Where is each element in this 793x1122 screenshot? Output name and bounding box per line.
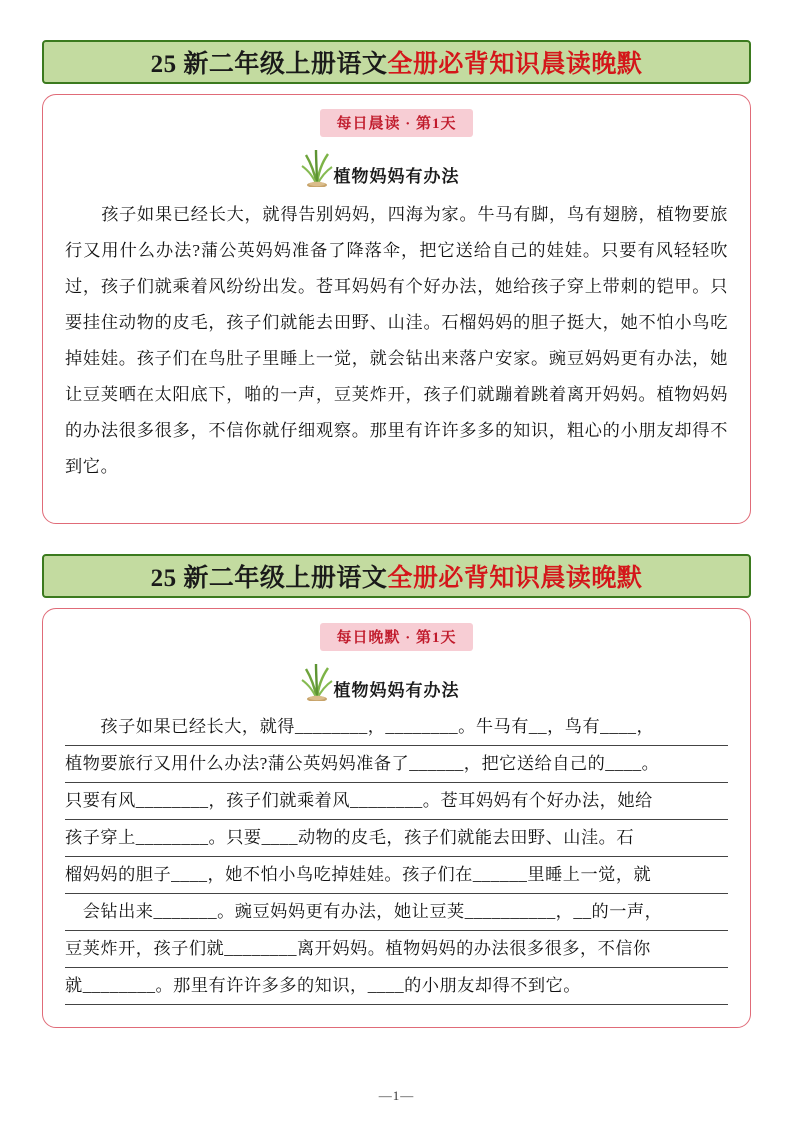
cloze-line: 孩子如果已经长大，就得________，________。牛马有__，鸟有____， xyxy=(65,709,728,746)
day-label-wrap-morning xyxy=(65,109,728,137)
passage-body-morning: 孩子如果已经长大，就得告别妈妈，四海为家。牛马有脚，鸟有翅膀，植物要旅行又用什么办法?蒲公英妈妈准备了降落伞，把它送给自己的娃娃。只要有风轻轻吹过，孩子们就乘着风纷纷出发。苍耳妈妈有个好办法，她给孩子穿上带刺的铠甲。只要挂住动物的皮毛，孩子们就能去田野、山洼。石榴妈妈的胆子挺大，她不怕小鸟吃掉娃娃。孩子们在鸟肚子里睡上一觉，就会钻出来落户安家。豌豆妈妈更有办法，她让豆荚晒在太阳底下，啪的一声，豆荚炸开，孩子们就蹦着跳着离开妈妈。植物妈妈的办法很多很多，不信你就仔细观察。那里有许许多多的知识，粗心的小朋友却得不到它。 xyxy=(65,205,728,476)
banner-evening-text-black: 25 新二年级上册语文 xyxy=(150,565,388,592)
card-evening xyxy=(42,608,751,1028)
banner-evening-text-red: 全册必背知识晨读晚默 xyxy=(387,565,643,592)
page-number: —1— xyxy=(378,1088,415,1103)
title-row-evening xyxy=(65,657,728,703)
title-row-morning xyxy=(65,143,728,189)
banner-morning-text xyxy=(151,44,643,80)
plant-icon xyxy=(297,655,337,701)
card-morning xyxy=(42,94,751,524)
cloze-line: 孩子穿上________。只要____动物的皮毛，孩子们就能去田野、山洼。石 xyxy=(65,820,728,857)
plant-icon xyxy=(297,141,337,187)
cloze-lines-evening xyxy=(65,709,728,1005)
banner-morning xyxy=(42,40,751,84)
lesson-title-morning: 植物妈妈有办法 xyxy=(333,167,460,186)
day-label-morning: 每日晨读 · 第1天 xyxy=(320,109,472,137)
banner-evening xyxy=(42,554,751,598)
banner-morning-text-black: 25 新二年级上册语文 xyxy=(150,51,388,78)
passage-text-morning xyxy=(65,197,728,485)
lesson-title-evening: 植物妈妈有办法 xyxy=(333,681,460,700)
cloze-line: 只要有风________，孩子们就乘着风________。苍耳妈妈有个好办法，她给 xyxy=(65,783,728,820)
day-label-evening: 每日晚默 · 第1天 xyxy=(320,623,472,651)
cloze-line: 就________。那里有许许多多的知识，____的小朋友却得不到它。 xyxy=(65,968,728,1005)
day-label-wrap-evening xyxy=(65,623,728,651)
banner-morning-text-red: 全册必背知识晨读晚默 xyxy=(387,51,643,78)
banner-evening-text xyxy=(151,558,643,594)
cloze-line: 会钻出来_______。豌豆妈妈更有办法，她让豆荚__________，__的一声， xyxy=(65,894,728,931)
cloze-line: 豆荚炸开，孩子们就________离开妈妈。植物妈妈的办法很多很多，不信你 xyxy=(65,931,728,968)
cloze-line: 榴妈妈的胆子____，她不怕小鸟吃掉娃娃。孩子们在______里睡上一觉，就 xyxy=(65,857,728,894)
cloze-line: 植物要旅行又用什么办法?蒲公英妈妈准备了______，把它送给自己的____。 xyxy=(65,746,728,783)
